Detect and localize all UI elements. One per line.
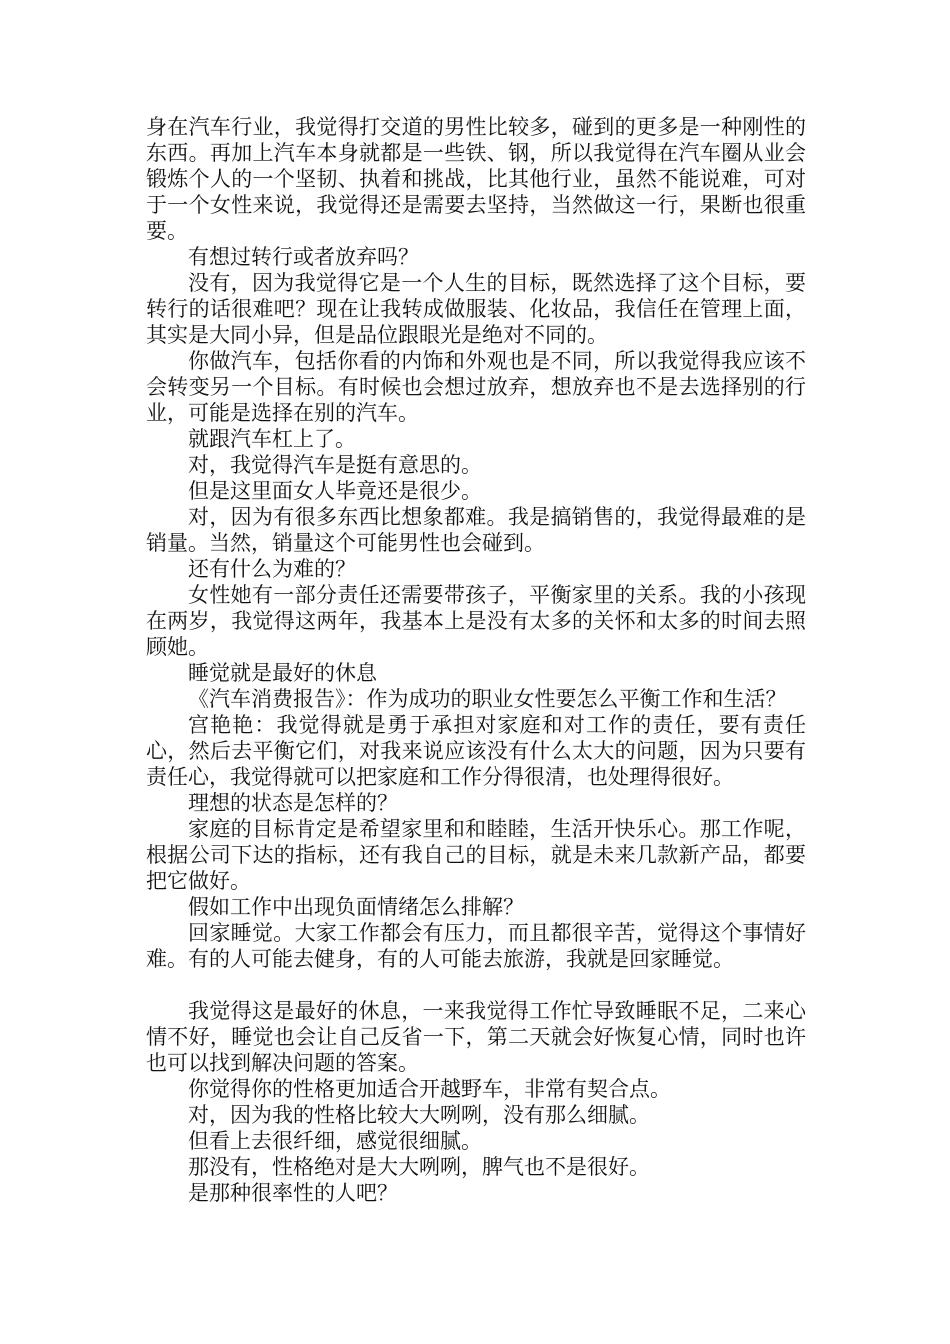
question-looks-delicate: 但看上去很纤细，感觉很细腻。	[188, 1129, 482, 1153]
question-negative-emotions: 假如工作中出现负面情绪怎么排解？	[188, 895, 524, 919]
document-page	[146, 114, 806, 1206]
answer-temper: 那没有，性格绝对是大大咧咧，脾气也不是很好。	[188, 1155, 650, 1179]
question-straightforward: 是那种很率性的人吧？	[188, 1181, 398, 1205]
question-offroad-personality: 你觉得你的性格更加适合开越野车，非常有契合点。	[188, 1077, 671, 1101]
answer-ideal-state: 家庭的目标肯定是希望家里和和睦睦，生活开快乐心。那工作呢，根据公司下达的指标，还有我自己的目标，就是未来几款新产品，都要把它做好。	[146, 817, 806, 893]
answer-childcare: 女性她有一部分责任还需要带孩子，平衡家里的关系。我的小孩现在两岁，我觉得这两年，我基本上是没有太多的关怀和太多的时间去照顾她。	[146, 583, 806, 659]
paragraph-best-rest: 我觉得这是最好的休息，一来我觉得工作忙导致睡眠不足，二来心情不好，睡觉也会让自己反省一下，第二天就会好恢复心情，同时也许也可以找到解决问题的答案。	[146, 999, 806, 1075]
answer-go-home-sleep: 回家睡觉。大家工作都会有压力，而且都很辛苦，觉得这个事情好难。有的人可能去健身，有的人可能去旅游，我就是回家睡觉。	[146, 921, 806, 971]
question-few-women: 但是这里面女人毕竟还是很少。	[188, 479, 482, 503]
paragraph-intro: 身在汽车行业，我觉得打交道的男性比较多，碰到的更多是一种刚性的东西。再加上汽车本身就都是一些铁、钢，所以我觉得在汽车圈从业会锻炼个人的一个坚韧、执着和挑战，比其他行业，虽然不能说难，可对于一个女性来说，我觉得还是需要去坚持，当然做这一行，果断也很重要。	[146, 115, 806, 243]
section-heading-sleep: 睡觉就是最好的休息	[188, 661, 377, 685]
question-stuck-with-cars: 就跟汽车杠上了。	[188, 427, 356, 451]
question-work-life-balance: 《汽车消费报告》：作为成功的职业女性要怎么平衡工作和生活？	[188, 687, 787, 711]
answer-easygoing: 对，因为我的性格比较大大咧咧，没有那么细腻。	[188, 1103, 650, 1127]
paragraph-spacer	[146, 972, 806, 998]
answer-cars-interesting: 对，我觉得汽车是挺有意思的。	[188, 453, 482, 477]
question-career-change: 有想过转行或者放弃吗？	[188, 245, 419, 269]
answer-career-change: 没有，因为我觉得它是一个人生的目标，既然选择了这个目标，要转行的话很难吧？现在让我转成做服装、化妆品，我信任在管理上面，其实是大同小异，但是品位跟眼光是绝对不同的。	[146, 271, 806, 347]
answer-responsibility: 宫艳艳：我觉得就是勇于承担对家庭和对工作的责任，要有责任心，然后去平衡它们，对我来说应该没有什么太大的问题，因为只要有责任心，我觉得就可以把家庭和工作分得很清，也处理得很好。	[146, 713, 806, 789]
paragraph-automotive-goal: 你做汽车，包括你看的内饰和外观也是不同，所以我觉得我应该不会转变另一个目标。有时候也会想过放弃，想放弃也不是去选择别的行业，可能是选择在别的汽车。	[146, 349, 806, 425]
question-ideal-state: 理想的状态是怎样的？	[188, 791, 398, 815]
question-difficulties: 还有什么为难的？	[188, 557, 356, 581]
answer-sales-volume: 对，因为有很多东西比想象都难。我是搞销售的，我觉得最难的是销量。当然，销量这个可能男性也会碰到。	[146, 505, 806, 555]
